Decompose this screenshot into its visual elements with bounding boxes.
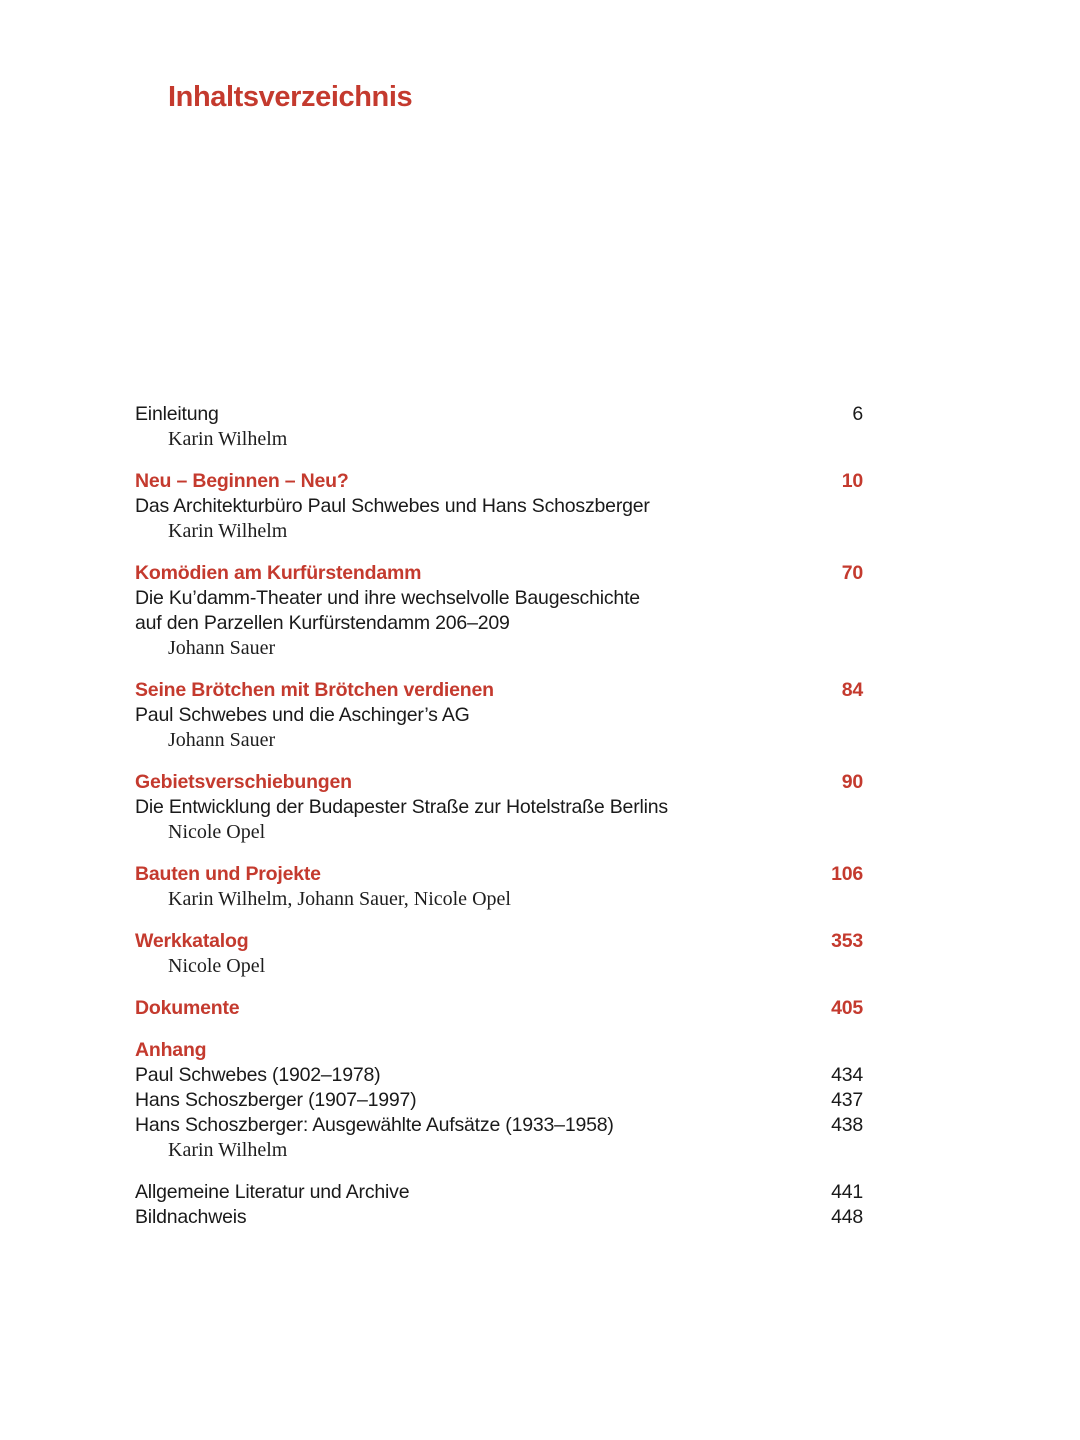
entry-item-text: Allgemeine Literatur und Archive [135, 1181, 410, 1203]
table-of-contents [135, 402, 863, 1247]
entry-row [135, 1038, 863, 1063]
toc-entry-dokumente [135, 996, 863, 1021]
entry-page-number: 70 [841, 562, 863, 584]
entry-subtitle: Die Entwicklung der Budapester Straße zur Hotelstraße Berlins [135, 796, 668, 818]
entry-page-number: 10 [841, 470, 863, 492]
entry-author: Johann Sauer [168, 729, 276, 751]
entry-page-number: 441 [831, 1181, 863, 1203]
entry-title: Einleitung [135, 403, 219, 425]
entry-row [135, 862, 863, 887]
entry-row [135, 678, 863, 703]
entry-item-text: Bildnachweis [135, 1206, 247, 1228]
entry-title: Seine Brötchen mit Brötchen verdienen [135, 679, 494, 701]
entry-page-number: 448 [831, 1206, 863, 1228]
entry-item-text: Hans Schoszberger: Ausgewählte Aufsätze (1933–1958) [135, 1114, 614, 1136]
entry-page-number: 405 [831, 997, 863, 1019]
entry-page-number: 106 [831, 863, 863, 885]
entry-title: Neu – Beginnen – Neu? [135, 470, 349, 492]
entry-author: Karin Wilhelm [168, 520, 288, 542]
entry-title: Bauten und Projekte [135, 863, 321, 885]
entry-sub-row [135, 1113, 863, 1138]
entry-author: Karin Wilhelm [168, 428, 288, 450]
entry-author: Johann Sauer [168, 637, 276, 659]
entry-page-number: 438 [831, 1114, 863, 1136]
entry-row [135, 996, 863, 1021]
entry-sub-row [135, 1180, 863, 1205]
entry-author: Karin Wilhelm, Johann Sauer, Nicole Opel [168, 888, 511, 910]
entry-title: Werkkatalog [135, 930, 249, 952]
entry-row [135, 929, 863, 954]
entry-row [135, 770, 863, 795]
toc-entry-werkkatalog [135, 929, 863, 979]
entry-page-number: 90 [841, 771, 863, 793]
entry-row [135, 561, 863, 586]
toc-entry-anhang [135, 1038, 863, 1163]
entry-item-text: Hans Schoszberger (1907–1997) [135, 1089, 417, 1111]
entry-author: Nicole Opel [168, 821, 266, 843]
entry-page-number: 353 [831, 930, 863, 952]
entry-subtitle: auf den Parzellen Kurfürstendamm 206–209 [135, 612, 510, 634]
entry-subtitle: Paul Schwebes und die Aschinger’s AG [135, 704, 470, 726]
toc-entry-neu-beginnen-neu [135, 469, 863, 544]
toc-entry-seine-broetchen [135, 678, 863, 753]
entry-row [135, 469, 863, 494]
entry-subtitle: Die Ku’damm-Theater und ihre wechselvolle Baugeschichte [135, 587, 640, 609]
entry-title: Komödien am Kurfürstendamm [135, 562, 422, 584]
toc-entry-gebietsverschiebungen [135, 770, 863, 845]
entry-author: Karin Wilhelm [168, 1139, 288, 1161]
entry-sub-row [135, 1088, 863, 1113]
entry-title: Anhang [135, 1039, 207, 1061]
toc-entry-einleitung [135, 402, 863, 452]
entry-page-number: 437 [831, 1089, 863, 1111]
entry-title: Dokumente [135, 997, 240, 1019]
toc-entry-bauten-und-projekte [135, 862, 863, 912]
toc-entry-literatur-bildnachweis [135, 1180, 863, 1230]
entry-page-number: 6 [852, 403, 863, 425]
entry-subtitle: Das Architekturbüro Paul Schwebes und Hans Schoszberger [135, 495, 650, 517]
entry-sub-row [135, 1063, 863, 1088]
entry-author: Nicole Opel [168, 955, 266, 977]
entry-title: Gebietsverschiebungen [135, 771, 352, 793]
entry-sub-row [135, 1205, 863, 1230]
entry-page-number: 434 [831, 1064, 863, 1086]
toc-entry-komoedien-am-kurfuerstendamm [135, 561, 863, 661]
page-title: Inhaltsverzeichnis [168, 81, 413, 114]
entry-page-number: 84 [841, 679, 863, 701]
entry-item-text: Paul Schwebes (1902–1978) [135, 1064, 381, 1086]
entry-row [135, 402, 863, 427]
